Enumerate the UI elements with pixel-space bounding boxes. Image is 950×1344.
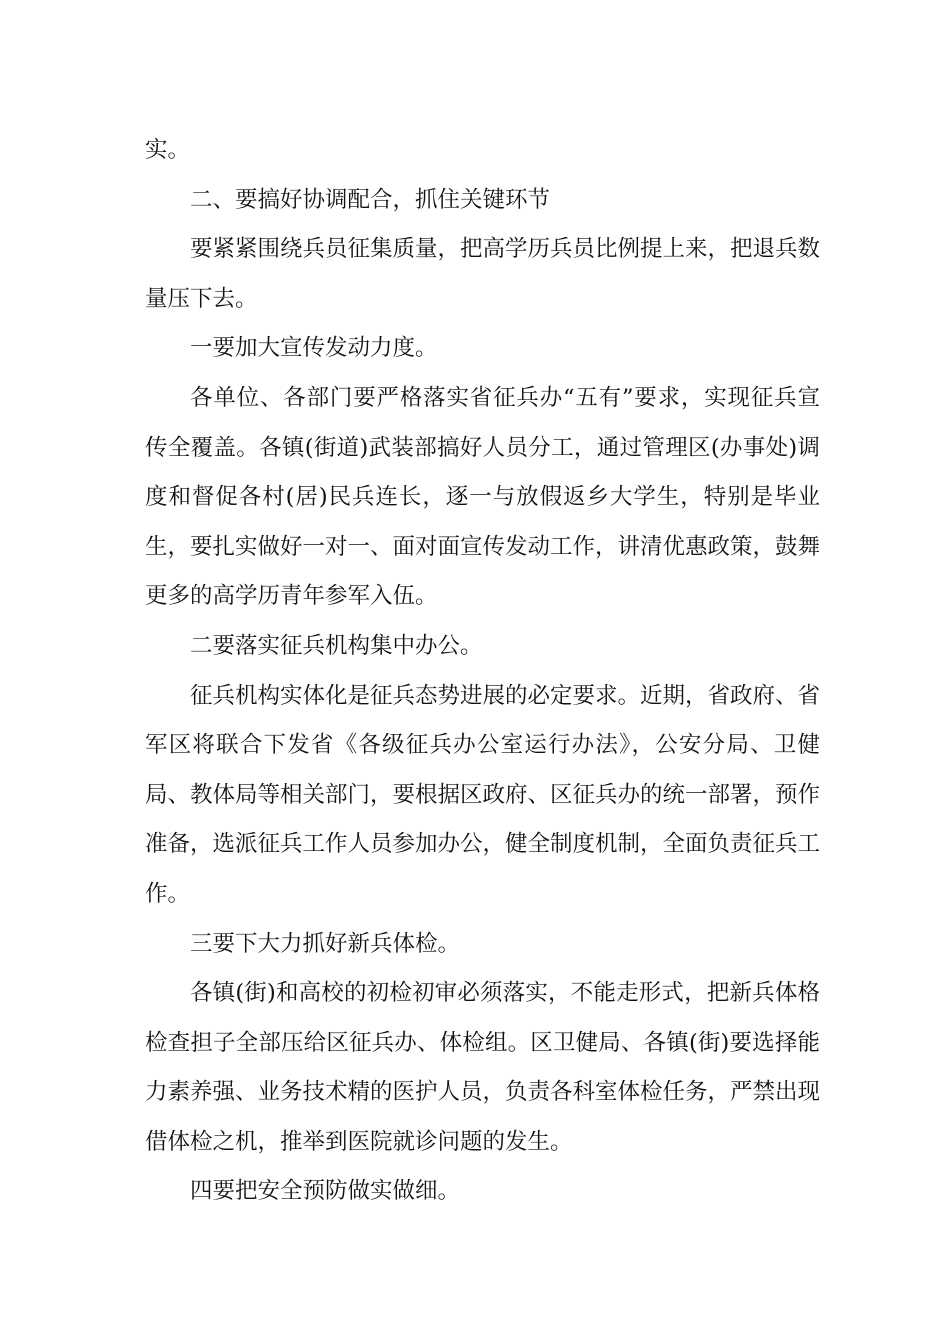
paragraph-1: 实。 [145,137,191,163]
paragraph-7: 征兵机构实体化是征兵态势进展的必定要求。近期，省政府、省军区将联合下发省《各级征兵办公室运行办法》，公安分局、卫健局、教体局等相关部门，要根据区政府、区征兵办的统一部署，预作准备，选派征兵工作人员参加办公，健全制度机制，全面负责征兵工作。 [145,682,821,907]
document-body [145,126,820,1217]
subheading-6: 二要落实征兵机构集中办公。 [190,632,483,659]
subheading-8: 三要下大力抓好新兵体检。 [190,930,461,957]
subheading-10: 四要把安全预防做实做细。 [190,1178,461,1205]
paragraph-3: 要紧紧围绕兵员征集质量，把高学历兵员比例提上来，把退兵数量压下去。 [145,236,821,312]
subheading-4: 一要加大宣传发动力度。 [190,335,438,362]
paragraph-9: 各镇(街)和高校的初检初审必须落实，不能走形式，把新兵体格检查担子全部压给区征兵办、体检组。区卫健局、各镇(街)要选择能力素养强、业务技术精的医护人员，负责各科室体检任务，严禁出现借体检之机，推举到医院就诊问题的发生。 [145,980,821,1155]
paragraph-5: 各单位、各部门要严格落实省征兵办“五有”要求，实现征兵宣传全覆盖。各镇(街道)武装部搞好人员分工，通过管理区(办事处)调度和督促各村(居)民兵连长，逐一与放假返乡大学生，特别是毕业生，要扎实做好一对一、面对面宣传发动工作，讲清优惠政策，鼓舞更多的高学历青年参军入伍。 [145,384,821,610]
section-heading-2: 二、要搞好协调配合，抓住关键环节 [190,186,551,213]
